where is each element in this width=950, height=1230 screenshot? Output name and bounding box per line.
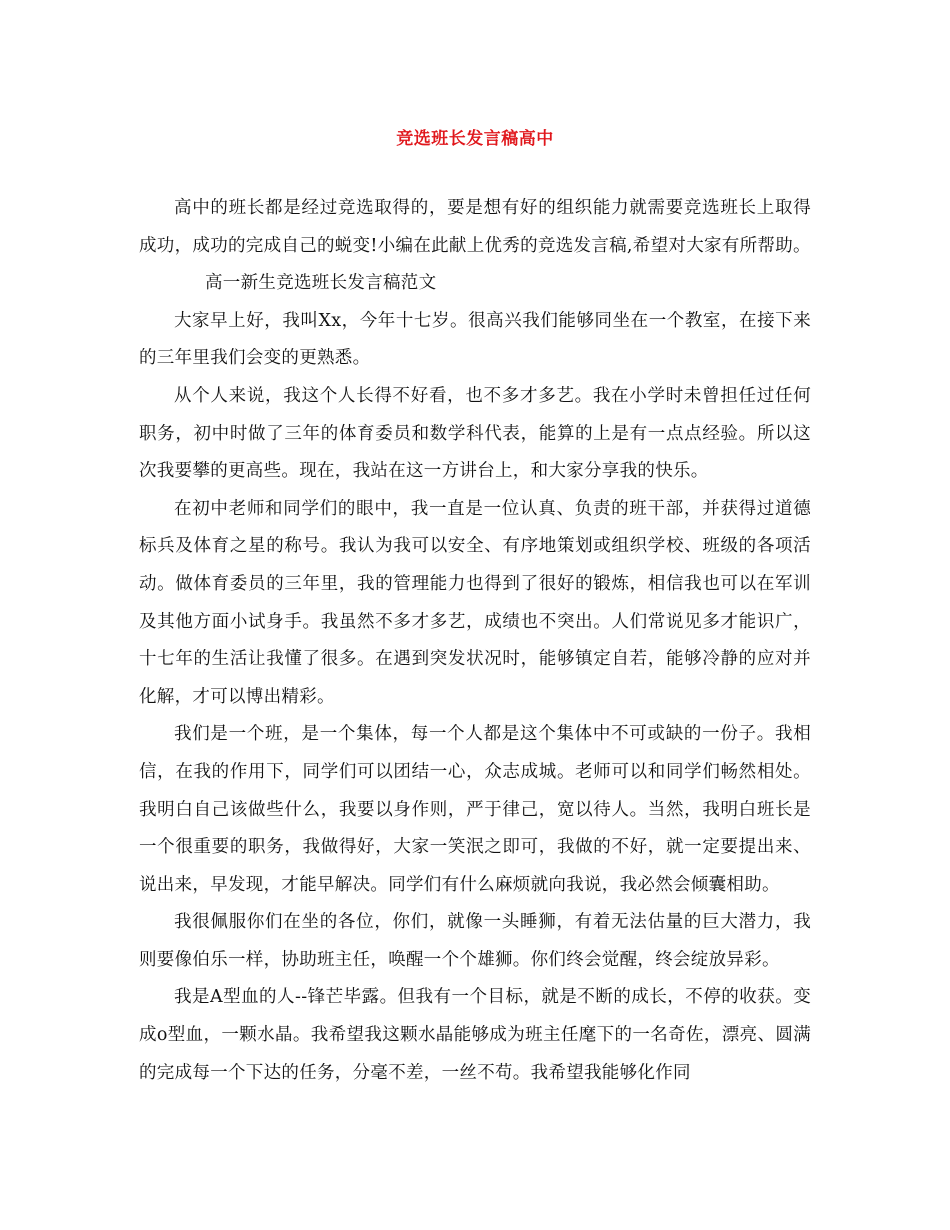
- body-paragraph-2: 从个人来说，我这个人长得不好看，也不多才多艺。我在小学时未曾担任过任何职务，初中时做了三年的体育委员和数学科代表，能算的上是有一点点经验。所以这次我要攀的更高些。现在，我站在这一方讲台上，和大家分享我的快乐。: [139, 385, 811, 482]
- section-subheading: 高一新生竞选班长发言稿范文: [205, 273, 437, 294]
- body-paragraph-4: 我们是一个班，是一个集体，每一个人都是这个集体中不可或缺的一份子。我相信，在我的作用下，同学们可以团结一心，众志成城。老师可以和同学们畅然相处。我明白自己该做些什么，我要以身作则，严于律己，宽以待人。当然，我明白班长是一个很重要的职务，我做得好，大家一笑泯之即可，我做的不好，就一定要提出来、说出来，早发现，才能早解决。同学们有什么麻烦就向我说，我必然会倾囊相助。: [139, 724, 811, 895]
- body-paragraph-1: 大家早上好，我叫Xx，今年十七岁。很高兴我们能够同坐在一个教室，在接下来的三年里我们会变的更熟悉。: [139, 310, 811, 369]
- body-paragraph-3: 在初中老师和同学们的眼中，我一直是一位认真、负责的班干部，并获得过道德标兵及体育之星的称号。我认为我可以安全、有序地策划或组织学校、班级的各项活动。做体育委员的三年里，我的管理能力也得到了很好的锻炼，相信我也可以在军训及其他方面小试身手。我虽然不多才多艺，成绩也不突出。人们常说见多才能识广，十七年的生活让我懂了很多。在遇到突发状况时，能够镇定自若，能够冷静的应对并化解，才可以博出精彩。: [139, 498, 811, 707]
- intro-paragraph: 高中的班长都是经过竞选取得的，要是想有好的组织能力就需要竞选班长上取得成功，成功的完成自己的蜕变!小编在此献上优秀的竞选发言稿,希望对大家有所帮助。: [139, 198, 811, 256]
- document-title: 竞选班长发言稿高中: [396, 129, 554, 149]
- body-paragraph-6: 我是A型血的人--锋芒毕露。但我有一个目标，就是不断的成长，不停的收获。变成o型血，一颗水晶。我希望我这颗水晶能够成为班主任麾下的一名奇佐，漂亮、圆满的完成每一个下达的任务，分毫不差，一丝不苟。我希望我能够化作同: [139, 987, 811, 1083]
- document-body: [139, 190, 811, 1092]
- body-paragraph-5: 我很佩服你们在坐的各位，你们，就像一头睡狮，有着无法估量的巨大潜力，我则要像伯乐一样，协助班主任，唤醒一个个雄狮。你们终会觉醒，终会绽放异彩。: [139, 912, 811, 970]
